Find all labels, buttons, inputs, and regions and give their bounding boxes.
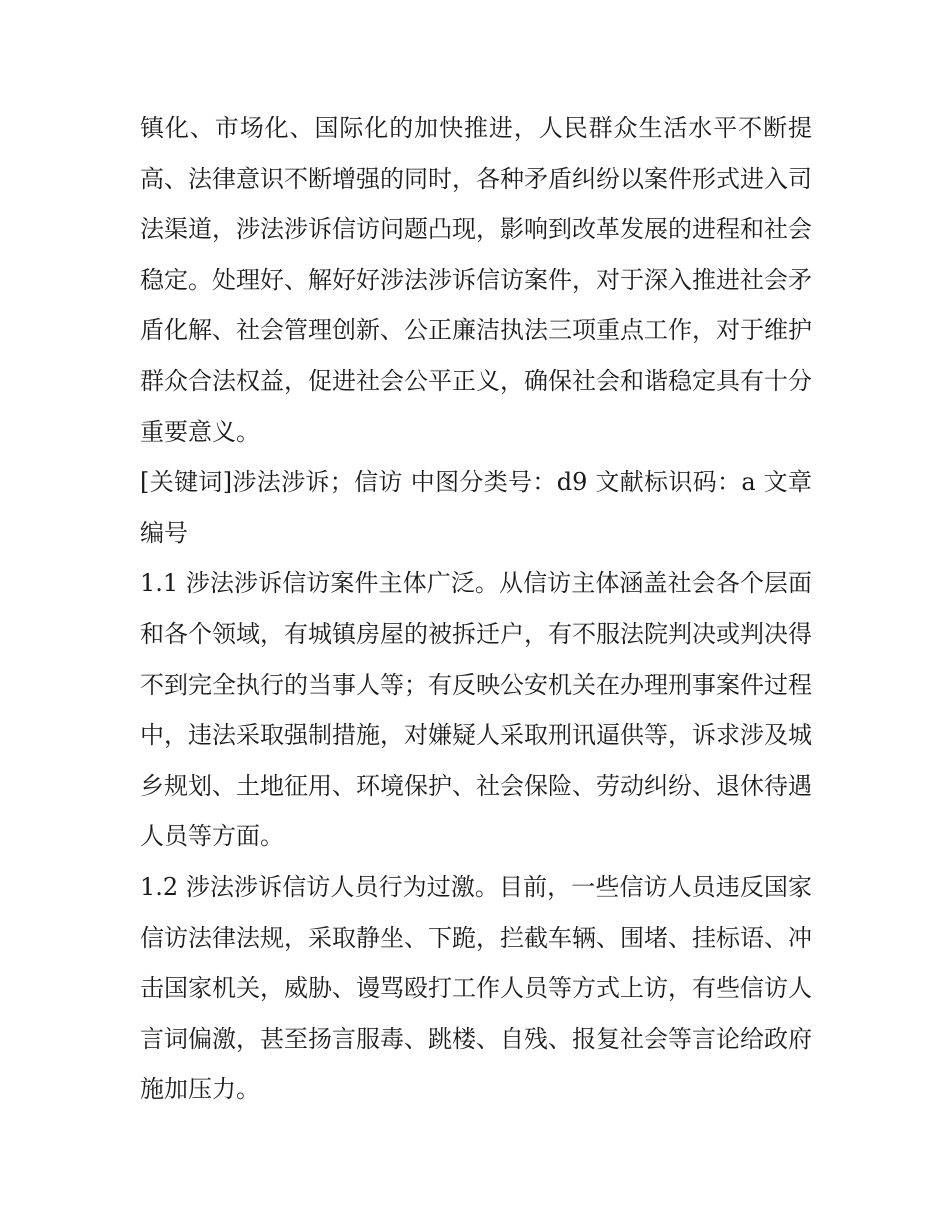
section-1-2-paragraph: 1.2 涉法涉诉信访人员行为过激。目前，一些信访人员违反国家信访法律法规，采取静坐、下跪，拦截车辆、围堵、挂标语、冲击国家机关，威胁、谩骂殴打工作人员等方式上访，有些信访人言词偏激，甚至扬言服毒、跳楼、自残、报复社会等言论给政府施加压力。 xyxy=(140,872,812,1104)
intro-paragraph: 镇化、市场化、国际化的加快推进，人民群众生活水平不断提高、法律意识不断增强的同时，各种矛盾纠纷以案件形式进入司法渠道，涉法涉诉信访问题凸现，影响到改革发展的进程和社会稳定。处理好、解好好涉法涉诉信访案件，对于深入推进社会矛盾化解、社会管理创新、公正廉洁执法三项重点工作，对于维护群众合法权益，促进社会公平正义，确保社会和谐稳定具有十分重要意义。 xyxy=(140,114,812,446)
keywords-paragraph: [关键词]涉法涉诉；信访 中图分类号：d9 文献标识码：a 文章编号 xyxy=(140,468,812,547)
document-body xyxy=(140,103,812,1115)
section-1-1-paragraph: 1.1 涉法涉诉信访案件主体广泛。从信访主体涵盖社会各个层面和各个领域，有城镇房屋的被拆迁户，有不服法院判决或判决得不到完全执行的当事人等；有反映公安机关在办理刑事案件过程中，违法采取强制措施，对嫌疑人采取刑讯逼供等，诉求涉及城乡规划、土地征用、环境保护、社会保险、劳动纠纷、退休待遇人员等方面。 xyxy=(140,569,812,851)
